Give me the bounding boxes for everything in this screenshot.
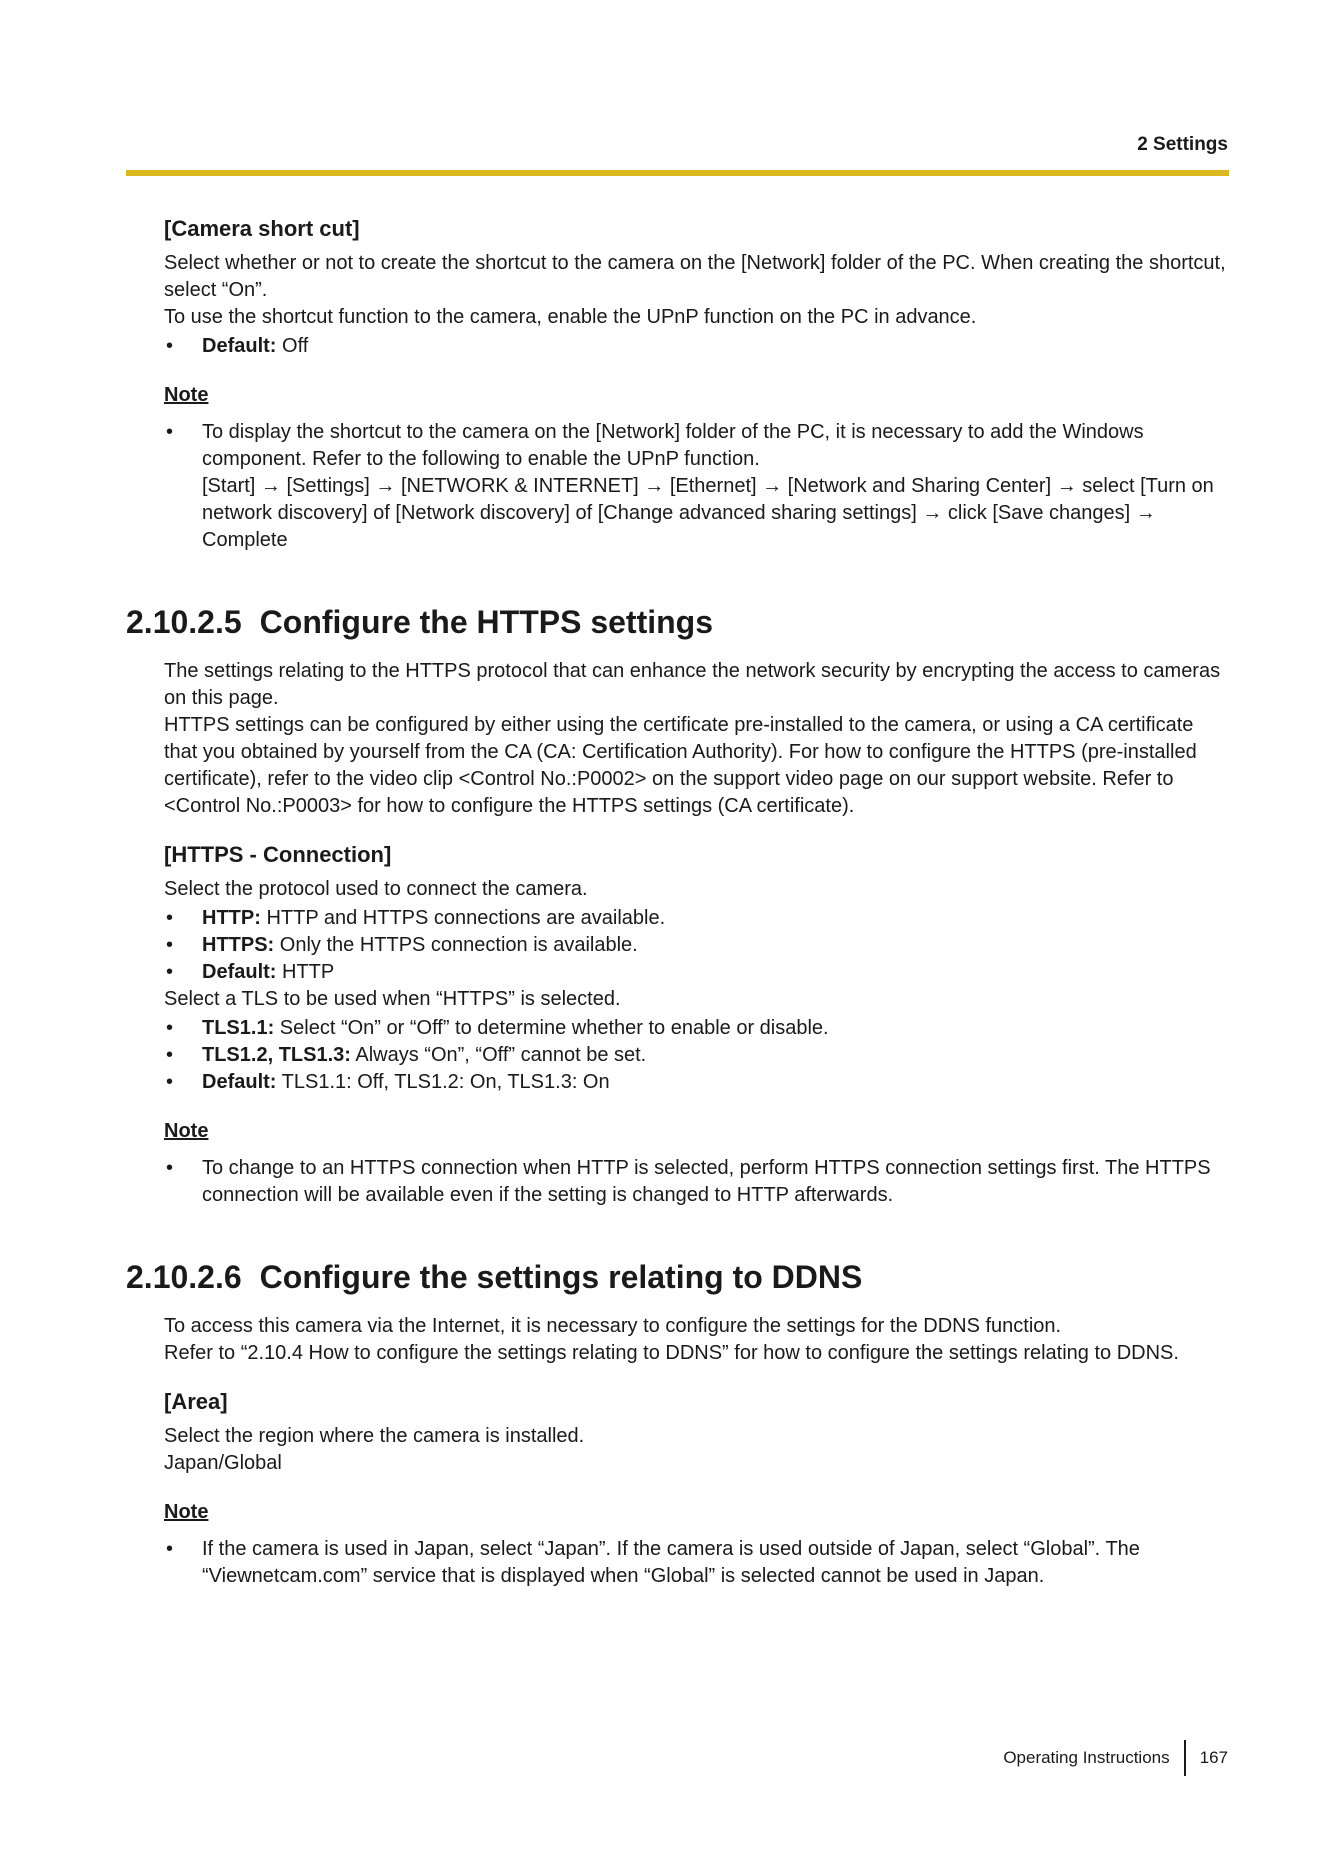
section-title-ddns [126,1257,1229,1297]
note-label: Note [164,1120,209,1142]
footer-divider [1184,1740,1186,1776]
bullet-text: Select “On” or “Off” to determine whether to enable or disable. [274,1017,829,1039]
bullet-term: HTTPS: [202,934,275,956]
list-item [164,333,1229,360]
area-values: Japan/Global [164,1452,282,1474]
note-label: Note [164,1501,209,1523]
ddns-block [126,1313,1229,1526]
note-list [126,1536,1229,1590]
bullet-term: Default: [202,1071,277,1093]
bullet-text: HTTP [276,961,335,983]
bullet-list [164,1015,1229,1096]
note-label: Note [164,384,209,406]
note-item [164,419,1229,554]
bullet-list [164,333,1229,360]
note-item: • To change to an HTTPS connection when HTTP is selected, perform HTTPS connection settings first. The HTTPS connection will be available even if the setting is changed to HTTP afterwards. [164,1155,1229,1209]
page-footer [1003,1740,1228,1776]
paragraph: The settings relating to the HTTPS protocol that can enhance the network security by encrypting the access to cameras on this page. [164,660,1221,709]
page-content [126,214,1229,1590]
paragraph: To use the shortcut function to the camera, enable the UPnP function on the PC in advance. [164,306,977,328]
bullet-term: Default: [202,961,277,983]
header-rule [126,170,1229,176]
paragraph: Refer to “2.10.4 How to configure the settings relating to DDNS” for how to configure the settings relating to DDNS. [164,1342,1179,1364]
note-item: • If the camera is used in Japan, select “Japan”. If the camera is used outside of Japan, select “Global”. The “Viewnetcam.com” service that is displayed when “Global” is selected cannot be used in Japan. [164,1536,1229,1590]
list-item [164,905,1229,932]
bullet-term: HTTP: [202,907,261,929]
bullet-text: Off [276,335,309,357]
list-item [164,1069,1229,1096]
footer-doc-title: Operating Instructions [1003,1748,1170,1767]
bullet-text: HTTP and HTTPS connections are available. [260,907,666,929]
paragraph: Select the protocol used to connect the camera. [164,878,588,900]
section-title-text: Configure the HTTPS settings [259,604,713,640]
camera-shortcut-heading: [Camera short cut] [164,216,360,241]
bullet-term: Default: [202,335,277,357]
bullet-text: TLS1.1: Off, TLS1.2: On, TLS1.3: On [276,1071,610,1093]
section-number: 2.10.2.6 [126,1259,242,1295]
list-item [164,1015,1229,1042]
note-text: [Start] → [Settings] → [NETWORK & INTERNET] → [Ethernet] → [Network and Sharing Center] → select [Turn on network discovery] of [Network discovery] of [Change advanced sharing settings] → click [Save changes] → Complete [202,475,1214,551]
bullet-list [164,905,1229,986]
area-heading: [Area] [164,1389,228,1414]
page-section-label: 2 Settings [1137,134,1228,155]
bullet-term: TLS1.2, TLS1.3: [202,1044,351,1066]
paragraph: To access this camera via the Internet, it is necessary to configure the settings for the DDNS function. [164,1315,1062,1337]
section-number: 2.10.2.5 [126,604,242,640]
page-number: 167 [1199,1748,1228,1767]
paragraph: HTTPS settings can be configured by either using the certificate pre-installed to the camera, or using a CA certificate that you obtained by yourself from the CA (CA: Certification Authority). For how to configure the HTTPS (pre-installed certificate), refer to the video clip <Control No.:P0002> on the support video page on our support website. Refer to <Control No.:P0003> for how to configure the HTTPS settings (CA certificate). [164,714,1197,817]
paragraph: Select a TLS to be used when “HTTPS” is selected. [164,988,621,1010]
bullet-term: TLS1.1: [202,1017,275,1039]
list-item [164,932,1229,959]
paragraph: Select the region where the camera is installed. [164,1425,585,1447]
bullet-text: Only the HTTPS connection is available. [274,934,638,956]
note-text: • To display the shortcut to the camera on the [Network] folder of the PC, it is necessary to add the Windows component. Refer to the following to enable the UPnP function. [202,421,1144,470]
bullet-text: Always “On”, “Off” cannot be set. [350,1044,647,1066]
camera-shortcut-block [126,214,1229,409]
list-item [164,959,1229,986]
paragraph: Select whether or not to create the shortcut to the camera on the [Network] folder of the PC. When creating the shortcut, select “On”. [164,252,1226,301]
list-item [164,1042,1229,1069]
note-list [126,419,1229,554]
note-list [126,1155,1229,1209]
section-title-https [126,602,1229,642]
section-title-text: Configure the settings relating to DDNS [259,1259,863,1295]
https-connection-heading: [HTTPS - Connection] [164,842,392,867]
https-block [126,658,1229,1145]
